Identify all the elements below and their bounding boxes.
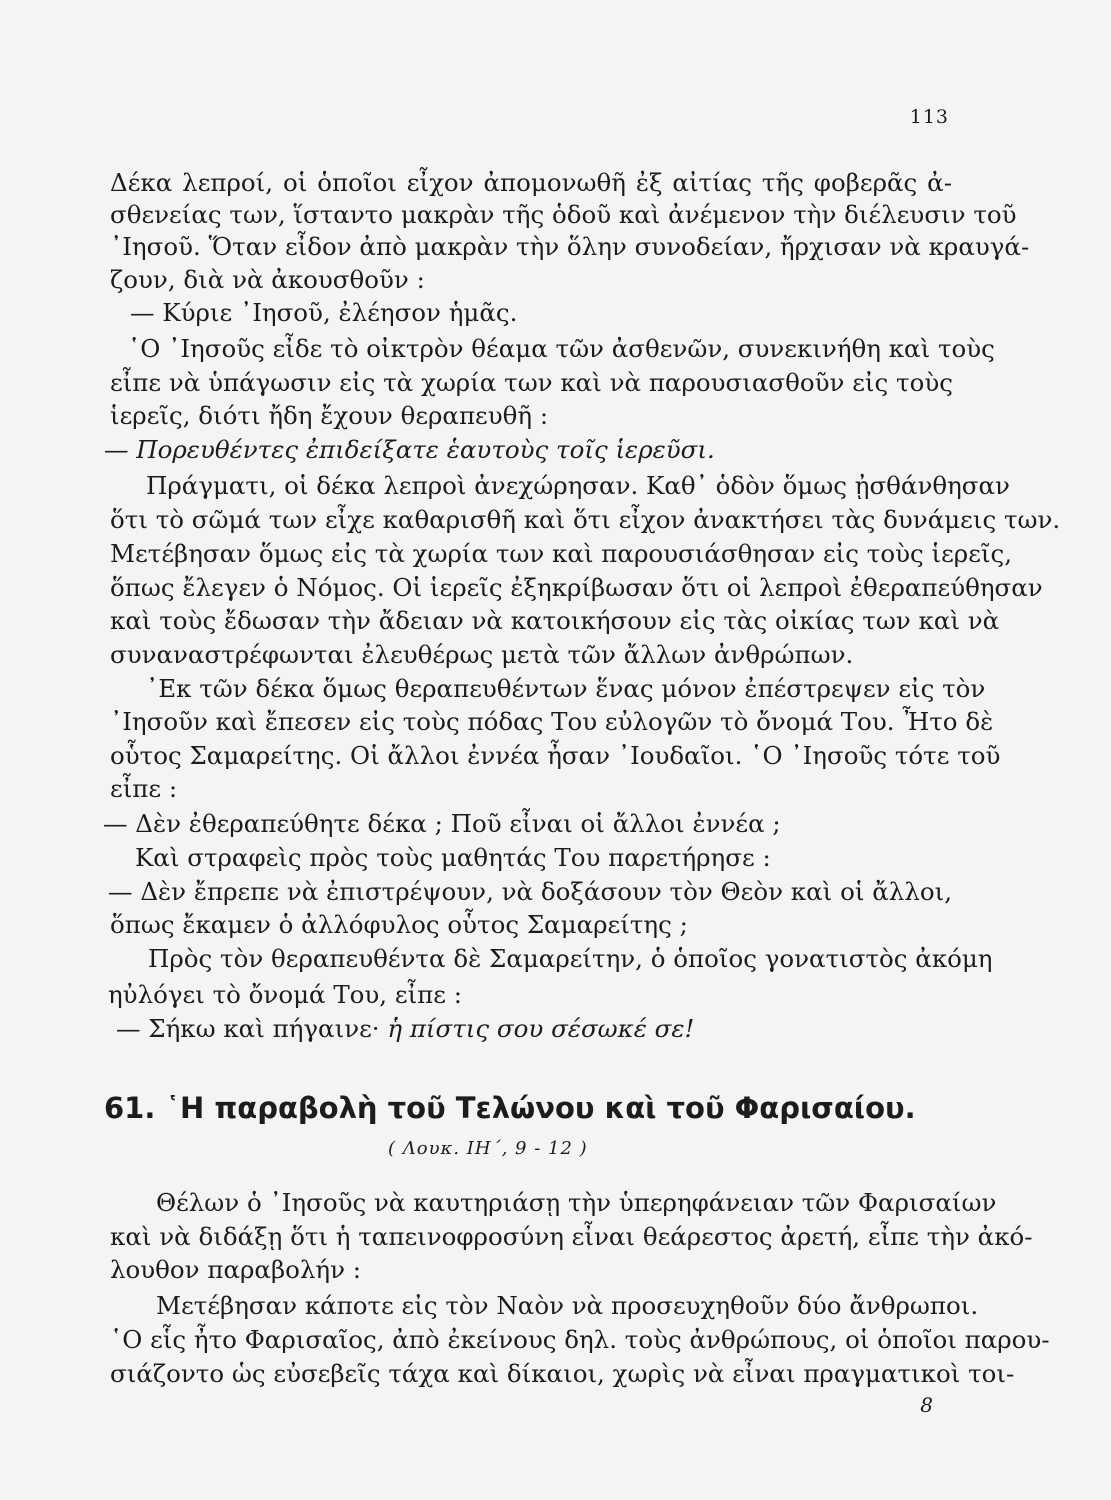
paragraph-line: καὶ τοὺς ἔδωσαν τὴν ἄδειαν νὰ κατοικήσουν εἰς τὰς οἰκίας των καὶ νὰ bbox=[110, 606, 1000, 635]
paragraph-line: Πράγματι, οἱ δέκα λεπροὶ ἀνεχώρησαν. Καθ᾿ ὁδὸν ὅμως ᾐσθάνθησαν bbox=[146, 471, 1010, 500]
dialog-line: — Δὲν ἔπρεπε νὰ ἐπιστρέψουν, νὰ δοξάσουν τὸν Θεὸν καὶ οἱ ἄλλοι, bbox=[108, 877, 952, 906]
paragraph-line: εἶπε νὰ ὑπάγωσιν εἰς τὰ χωρία των καὶ νὰ παρουσιασθοῦν εἰς τοὺς bbox=[110, 368, 953, 397]
dialog-line: — Κύριε ᾿Ιησοῦ, ἐλέησον ἡμᾶς. bbox=[130, 298, 518, 327]
paragraph-line: ῾Ο εἷς ἦτο Φαρισαῖος, ἀπὸ ἐκείνους δηλ. τοὺς ἀνθρώπους, οἱ ὁποῖοι παρου- bbox=[110, 1325, 1050, 1354]
paragraph-line: ᾿Ιησοῦν καὶ ἔπεσεν εἰς τοὺς πόδας Του εὐλογῶν τὸ ὄνομά Του. Ἦτο δὲ bbox=[110, 707, 994, 736]
paragraph-line: ᾿Εκ τῶν δέκα ὅμως θεραπευθέντων ἕνας μόνον ἐπέστρεψεν εἰς τὸν bbox=[146, 674, 986, 703]
paragraph-line: λουθον παραβολήν : bbox=[110, 1255, 362, 1284]
printer-signature: 8 bbox=[920, 1393, 933, 1417]
dialog-italic: ἡ πίστις σου σέσωκέ σε! bbox=[387, 1014, 695, 1043]
paragraph-line: Μετέβησαν ὅμως εἰς τὰ χωρία των καὶ παρουσιάσθησαν εἰς τοὺς ἱερεῖς, bbox=[110, 539, 1013, 568]
paragraph-line: καὶ νὰ διδάξῃ ὅτι ἡ ταπεινοφροσύνη εἶναι θεάρεστος ἀρετή, εἶπε τὴν ἀκό- bbox=[110, 1222, 1033, 1251]
paragraph-line: ηὐλόγει τὸ ὄνομά Του, εἶπε : bbox=[108, 980, 463, 1009]
dialog-line: — Πορευθέντες ἐπιδείξατε ἑαυτοὺς τοῖς ἱερεῦσι. bbox=[104, 435, 715, 464]
paragraph-line: ῾Ο ᾿Ιησοῦς εἶδε τὸ οἰκτρὸν θέαμα τῶν ἀσθενῶν, συνεκινήθη καὶ τοὺς bbox=[128, 334, 995, 363]
paragraph-line: ὅπως ἔλεγεν ὁ Νόμος. Οἱ ἱερεῖς ἐξηκρίβωσαν ὅτι οἱ λεπροὶ ἐθεραπεύθησαν bbox=[110, 573, 1043, 602]
scripture-reference: ( Λουκ. ΙΗ΄, 9 - 12 ) bbox=[388, 1138, 588, 1159]
paragraph-line: οὗτος Σαμαρείτης. Οἱ ἄλλοι ἐννέα ἦσαν ᾿Ιουδαῖοι. ῾Ο ᾿Ιησοῦς τότε τοῦ bbox=[110, 741, 1001, 770]
paragraph-line: εἶπε : bbox=[110, 774, 178, 803]
paragraph-line: σιάζοντο ὡς εὐσεβεῖς τάχα καὶ δίκαιοι, χωρὶς νὰ εἶναι πραγματικοὶ τοι- bbox=[110, 1359, 1015, 1388]
paragraph-line: Δέκα λεπροί, οἱ ὁποῖοι εἶχον ἀπομονωθῆ ἐξ αἰτίας τῆς φοβερᾶς ἀ- bbox=[110, 168, 952, 197]
paragraph-line: ζουν, διὰ νὰ ἀκουσθοῦν : bbox=[110, 265, 425, 294]
paragraph-line: ὅτι τὸ σῶμά των εἶχε καθαρισθῆ καὶ ὅτι εἶχον ἀνακτήσει τὰς δυνάμεις των. bbox=[110, 505, 1061, 534]
paragraph-line: ᾿Ιησοῦ. Ὅταν εἶδον ἀπὸ μακρὰν τὴν ὅλην συνοδείαν, ἤρχισαν νὰ κραυγά- bbox=[110, 232, 1030, 261]
paragraph-line: Θέλων ὁ ᾿Ιησοῦς νὰ καυτηριάσῃ τὴν ὑπερηφάνειαν τῶν Φαρισαίων bbox=[156, 1188, 997, 1217]
paragraph-line: Πρὸς τὸν θεραπευθέντα δὲ Σαμαρείτην, ὁ ὁποῖος γονατιστὸς ἀκόμη bbox=[148, 944, 993, 973]
paragraph-line: συναναστρέφωνται ἐλευθέρως μετὰ τῶν ἄλλων ἀνθρώπων. bbox=[110, 640, 854, 669]
paragraph-line: ἱερεῖς, διότι ἤδη ἔχουν θεραπευθῆ : bbox=[110, 401, 549, 430]
dialog-line: ὅπως ἔκαμεν ὁ ἀλλόφυλος οὗτος Σαμαρείτης ; bbox=[110, 910, 688, 939]
narration-line: Καὶ στραφεὶς πρὸς τοὺς μαθητάς Του παρετήρησε : bbox=[135, 843, 771, 872]
dialog-line: — Δὲν ἐθεραπεύθητε δέκα ; Ποῦ εἶναι οἱ ἄλλοι ἐννέα ; bbox=[103, 809, 781, 838]
paragraph-line: Μετέβησαν κάποτε εἰς τὸν Ναὸν νὰ προσευχηθοῦν δύο ἄνθρωποι. bbox=[156, 1291, 979, 1320]
dialog-prefix: — Σήκω καὶ πήγαινε· bbox=[116, 1014, 388, 1043]
page-number: 113 bbox=[909, 106, 949, 128]
dialog-line bbox=[116, 1013, 694, 1045]
paragraph-line: σθενείας των, ἵσταντο μακρὰν τῆς ὁδοῦ καὶ ἀνέμενον τὴν διέλευσιν τοῦ bbox=[110, 200, 1017, 229]
section-heading: 61. ῾Η παραβολὴ τοῦ Τελώνου καὶ τοῦ Φαρισαίου. bbox=[104, 1091, 916, 1125]
